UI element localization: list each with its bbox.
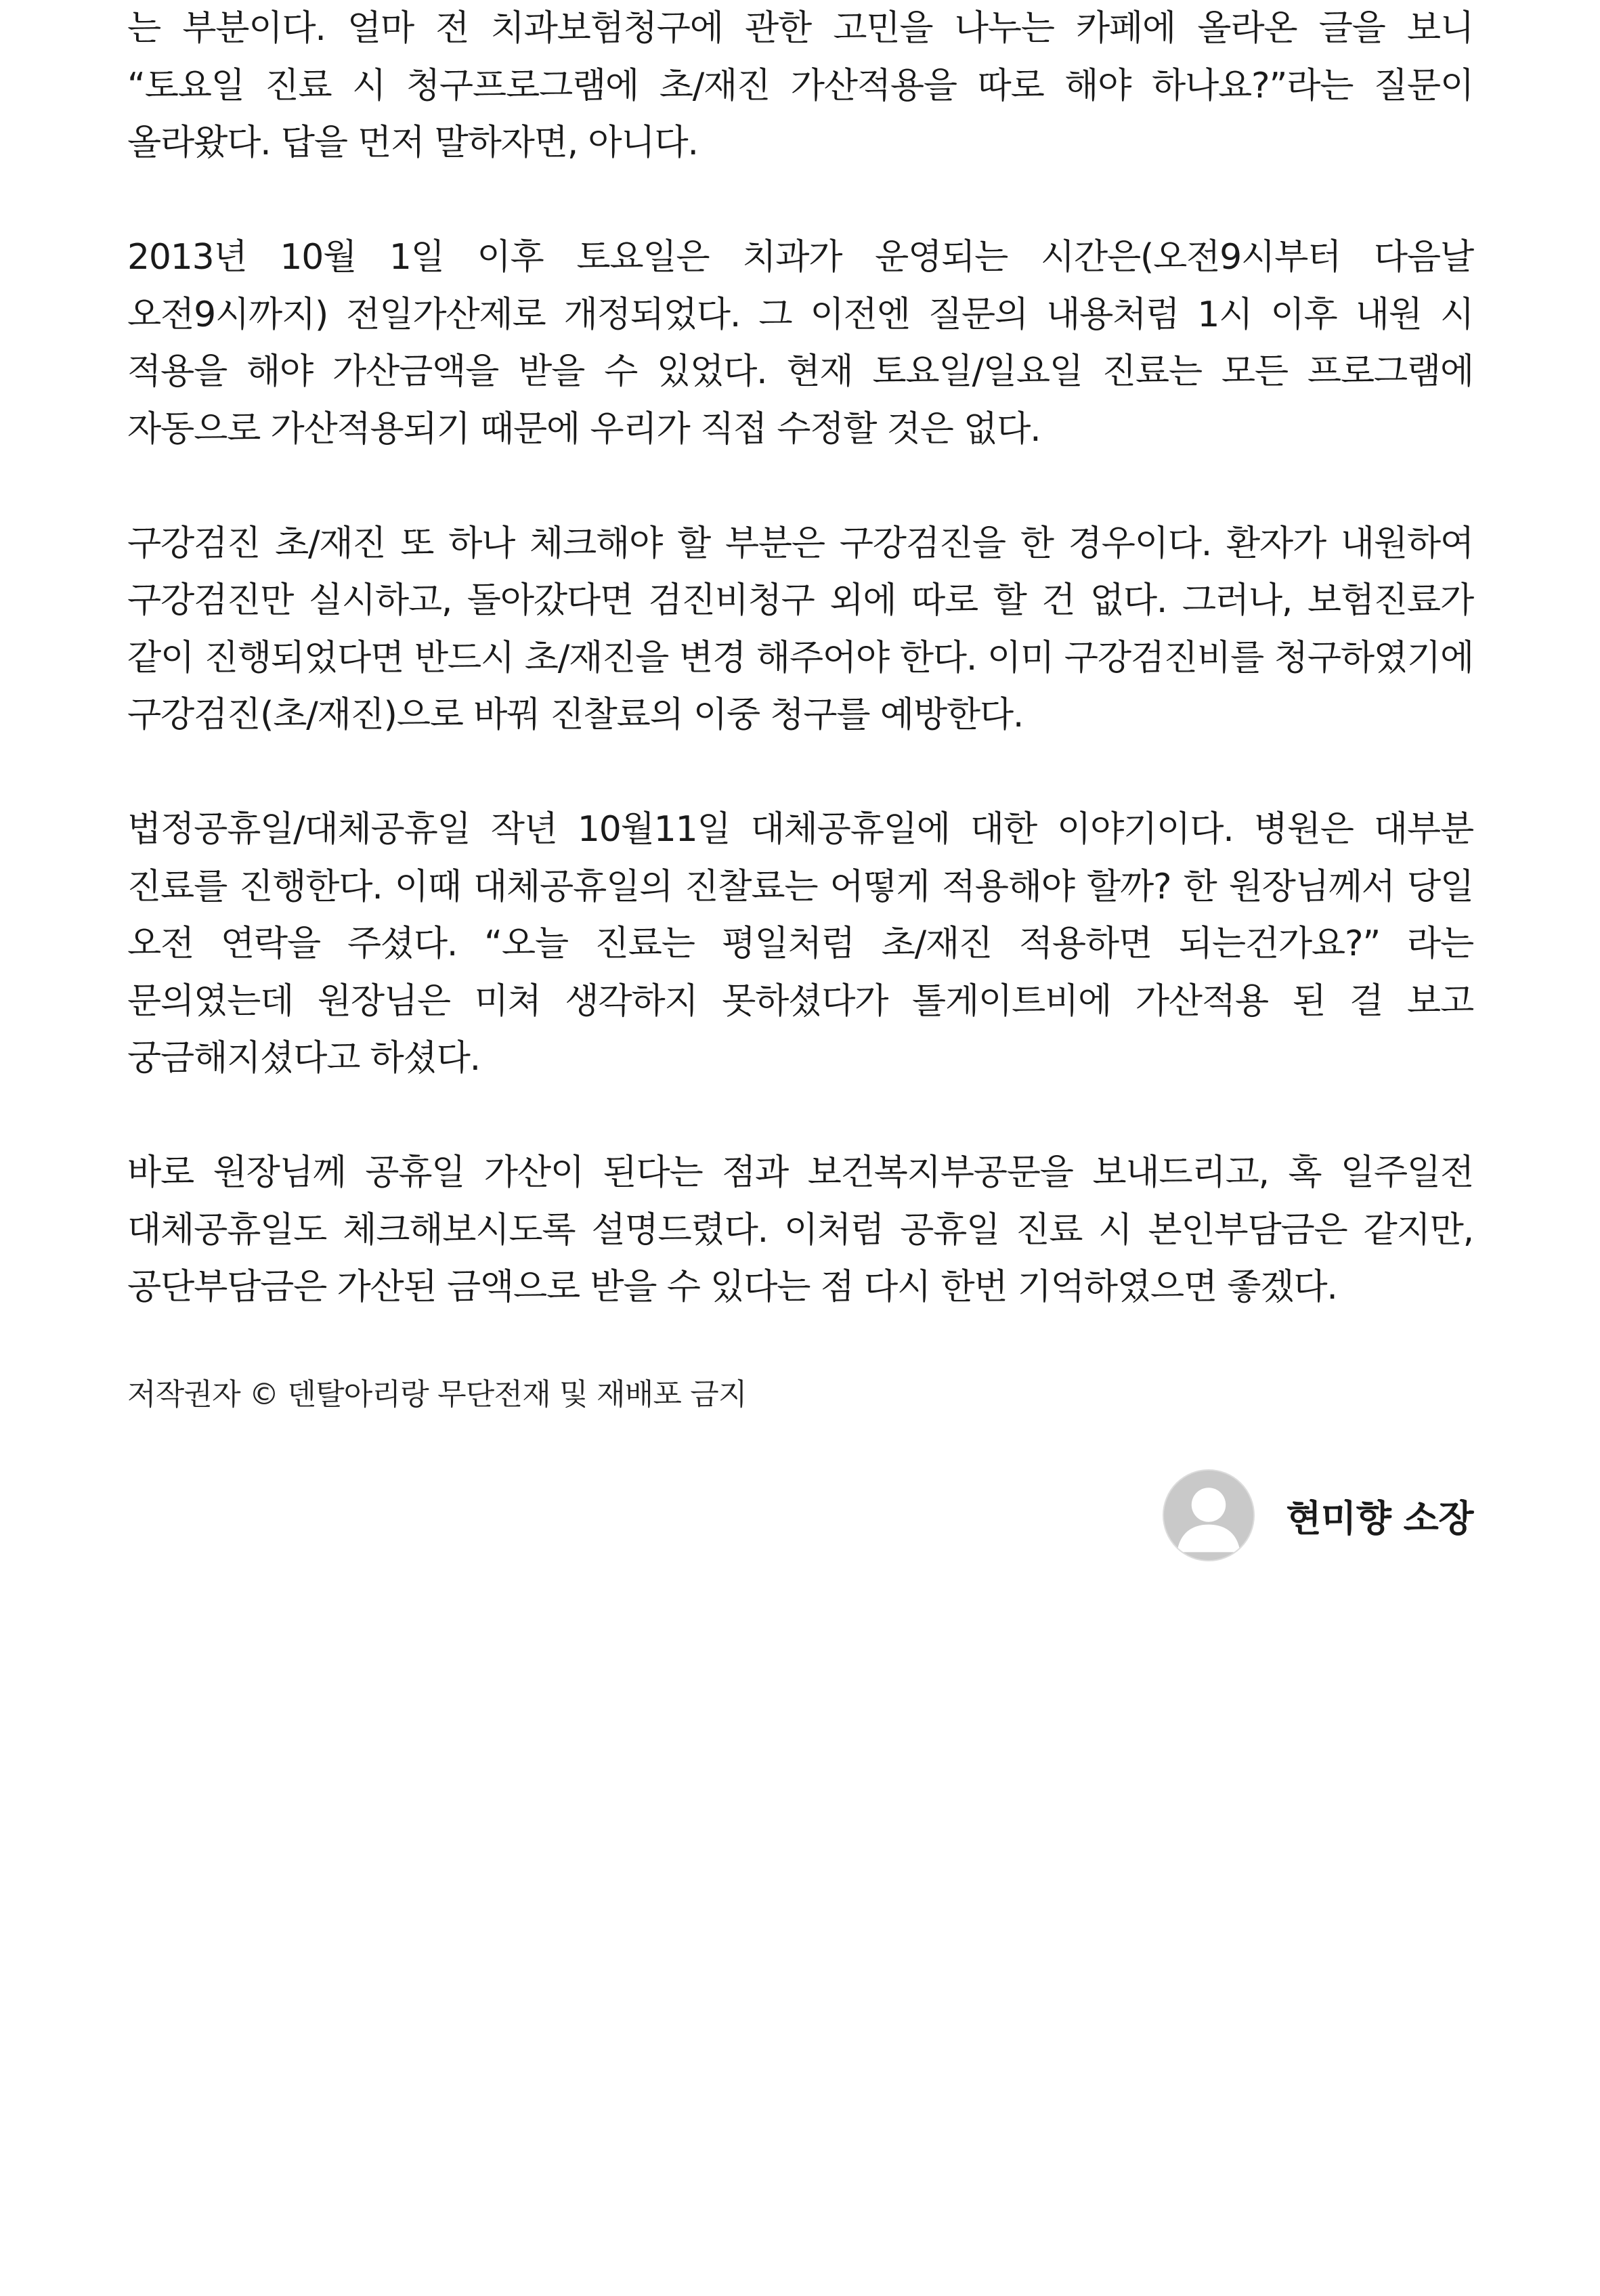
article-paragraph: 2013년 10월 1일 이후 토요일은 치과가 운영되는 시간은(오전9시부터 다음날 오전9시까지) 전일가산제로 개정되었다. 그 이전엔 질문의 내용처럼 1시 이후 내원 시 적용을 해야 가산금액을 받을 수 있었다. 현재 토요일/일요일 진료는 모든 프로그램에 자동으로 가산적용되기 때문에 우리가 직접 수정할 것은 없다. [127, 237, 1473, 450]
author-name[interactable]: 현미향 소장 [1286, 1496, 1473, 1540]
article-paragraph: 는 부분이다. 얼마 전 치과보험청구에 관한 고민을 나누는 카페에 올라온 글을 보니 “토요일 진료 시 청구프로그램에 초/재진 가산적용을 따로 해야 하나요?”라는 질문이 올라왔다. 답을 먼저 말하자면, 아니다. [127, 8, 1473, 163]
article-paragraph: 바로 원장님께 공휴일 가산이 된다는 점과 보건복지부공문을 보내드리고, 혹 일주일전 대체공휴일도 체크해보시도록 설명드렸다. 이처럼 공휴일 진료 시 본인부담금은 같지만, 공단부담금은 가산된 금액으로 받을 수 있다는 점 다시 한번 기억하였으면 좋겠다. [127, 1152, 1473, 1307]
author-byline[interactable] [1163, 1468, 1473, 1563]
default-user-icon [1164, 1471, 1253, 1560]
copyright-notice: 저작권자 © 덴탈아리랑 무단전재 및 재배포 금지 [127, 1377, 747, 1412]
article-paragraph: 법정공휴일/대체공휴일 작년 10월11일 대체공휴일에 대한 이야기이다. 병원은 대부분 진료를 진행한다. 이때 대체공휴일의 진찰료는 어떻게 적용해야 할까? 한 원장님께서 당일 오전 연락을 주셨다. “오늘 진료는 평일처럼 초/재진 적용하면 되는건가요?” 라는 문의였는데 원장님은 미쳐 생각하지 못하셨다가 톨게이트비에 가산적용 된 걸 보고 궁금해지셨다고 하셨다. [127, 809, 1474, 1079]
article-body [127, 0, 1473, 1316]
author-avatar[interactable] [1163, 1469, 1255, 1561]
article-paragraph: 구강검진 초/재진 또 하나 체크해야 할 부분은 구강검진을 한 경우이다. 환자가 내원하여 구강검진만 실시하고, 돌아갔다면 검진비청구 외에 따로 할 건 없다. 그러나, 보험진료가 같이 진행되었다면 반드시 초/재진을 변경 해주어야 한다. 이미 구강검진비를 청구하였기에 구강검진(초/재진)으로 바꿔 진찰료의 이중 청구를 예방한다. [127, 523, 1473, 735]
